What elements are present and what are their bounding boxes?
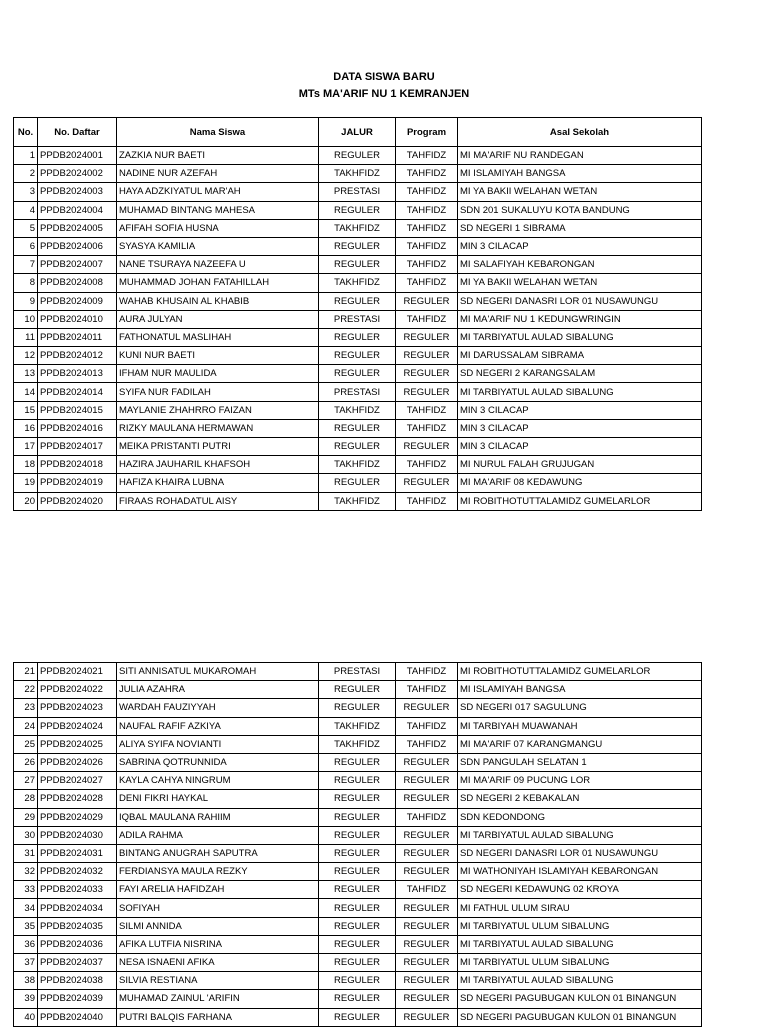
cell-no: 26 — [14, 753, 38, 771]
table-row — [14, 401, 702, 419]
cell-nama-siswa: MUHAMAD ZAINUL 'ARIFIN — [117, 990, 319, 1008]
cell-program: REGULER — [396, 990, 458, 1008]
cell-no-daftar: PPDB2024028 — [38, 790, 117, 808]
table-row — [14, 183, 702, 201]
table-row — [14, 899, 702, 917]
cell-no: 38 — [14, 972, 38, 990]
table-row — [14, 863, 702, 881]
cell-program: REGULER — [396, 383, 458, 401]
cell-nama-siswa: AURA JULYAN — [117, 310, 319, 328]
cell-nama-siswa: ZAZKIA NUR BAETI — [117, 147, 319, 165]
cell-no-daftar: PPDB2024018 — [38, 456, 117, 474]
cell-asal-sekolah: MI MA'ARIF 08 KEDAWUNG — [458, 474, 702, 492]
cell-asal-sekolah: MI TARBIYATUL AULAD SIBALUNG — [458, 328, 702, 346]
cell-nama-siswa: IFHAM NUR MAULIDA — [117, 365, 319, 383]
cell-nama-siswa: MUHAMAD BINTANG MAHESA — [117, 201, 319, 219]
cell-program: TAHFIDZ — [396, 735, 458, 753]
cell-program: REGULER — [396, 347, 458, 365]
cell-no-daftar: PPDB2024029 — [38, 808, 117, 826]
cell-jalur: REGULER — [319, 419, 396, 437]
cell-asal-sekolah: MIN 3 CILACAP — [458, 237, 702, 255]
cell-no-daftar: PPDB2024003 — [38, 183, 117, 201]
cell-jalur: REGULER — [319, 772, 396, 790]
cell-no-daftar: PPDB2024016 — [38, 419, 117, 437]
cell-asal-sekolah: MI MA'ARIF 07 KARANGMANGU — [458, 735, 702, 753]
cell-program: REGULER — [396, 699, 458, 717]
cell-nama-siswa: HAZIRA JAUHARIL KHAFSOH — [117, 456, 319, 474]
cell-program: REGULER — [396, 1008, 458, 1026]
cell-no: 1 — [14, 147, 38, 165]
cell-asal-sekolah: SD NEGERI 2 KEBAKALAN — [458, 790, 702, 808]
table-row — [14, 274, 702, 292]
table-row — [14, 699, 702, 717]
cell-nama-siswa: SYASYA KAMILIA — [117, 237, 319, 255]
cell-asal-sekolah: MI NURUL FALAH GRUJUGAN — [458, 456, 702, 474]
table-row — [14, 826, 702, 844]
cell-no: 13 — [14, 365, 38, 383]
cell-nama-siswa: MEIKA PRISTANTI PUTRI — [117, 438, 319, 456]
table-row — [14, 990, 702, 1008]
cell-no: 25 — [14, 735, 38, 753]
cell-no: 20 — [14, 492, 38, 510]
cell-no-daftar: PPDB2024036 — [38, 935, 117, 953]
cell-program: REGULER — [396, 438, 458, 456]
table-row — [14, 972, 702, 990]
cell-asal-sekolah: SD NEGERI PAGUBUGAN KULON 01 BINANGUN — [458, 1008, 702, 1026]
cell-no: 34 — [14, 899, 38, 917]
cell-asal-sekolah: MI ISLAMIYAH BANGSA — [458, 681, 702, 699]
cell-program: REGULER — [396, 972, 458, 990]
cell-nama-siswa: RIZKY MAULANA HERMAWAN — [117, 419, 319, 437]
cell-asal-sekolah: MIN 3 CILACAP — [458, 419, 702, 437]
cell-program: REGULER — [396, 917, 458, 935]
cell-program: TAHFIDZ — [396, 717, 458, 735]
cell-nama-siswa: NAUFAL RAFIF AZKIYA — [117, 717, 319, 735]
cell-nama-siswa: NESA ISNAENI AFIKA — [117, 954, 319, 972]
cell-no: 39 — [14, 990, 38, 1008]
cell-jalur: REGULER — [319, 474, 396, 492]
cell-nama-siswa: SYIFA NUR FADILAH — [117, 383, 319, 401]
cell-asal-sekolah: SD NEGERI KEDAWUNG 02 KROYA — [458, 881, 702, 899]
table-row — [14, 292, 702, 310]
cell-no-daftar: PPDB2024035 — [38, 917, 117, 935]
cell-jalur: REGULER — [319, 863, 396, 881]
table-row — [14, 954, 702, 972]
table-row — [14, 165, 702, 183]
cell-nama-siswa: WARDAH FAUZIYYAH — [117, 699, 319, 717]
cell-no-daftar: PPDB2024002 — [38, 165, 117, 183]
cell-asal-sekolah: SDN 201 SUKALUYU KOTA BANDUNG — [458, 201, 702, 219]
header-jalur: JALUR — [319, 118, 396, 147]
cell-no-daftar: PPDB2024039 — [38, 990, 117, 1008]
cell-nama-siswa: MAYLANIE ZHAHRRO FAIZAN — [117, 401, 319, 419]
cell-no: 6 — [14, 237, 38, 255]
cell-program: REGULER — [396, 826, 458, 844]
cell-jalur: PRESTASI — [319, 383, 396, 401]
cell-nama-siswa: AFIFAH SOFIA HUSNA — [117, 219, 319, 237]
cell-jalur: TAKHFIDZ — [319, 717, 396, 735]
cell-jalur: REGULER — [319, 292, 396, 310]
table-row — [14, 310, 702, 328]
cell-nama-siswa: DENI FIKRI HAYKAL — [117, 790, 319, 808]
cell-asal-sekolah: MI YA BAKII WELAHAN WETAN — [458, 183, 702, 201]
cell-jalur: REGULER — [319, 826, 396, 844]
cell-asal-sekolah: MI TARBIYATUL AULAD SIBALUNG — [458, 826, 702, 844]
cell-jalur: REGULER — [319, 438, 396, 456]
cell-jalur: REGULER — [319, 972, 396, 990]
cell-program: TAHFIDZ — [396, 681, 458, 699]
table-row — [14, 790, 702, 808]
cell-asal-sekolah: MI TARBIYATUL AULAD SIBALUNG — [458, 935, 702, 953]
cell-asal-sekolah: MI TARBIYAH MUAWANAH — [458, 717, 702, 735]
cell-program: TAHFIDZ — [396, 201, 458, 219]
cell-no-daftar: PPDB2024031 — [38, 844, 117, 862]
cell-program: REGULER — [396, 935, 458, 953]
cell-asal-sekolah: MI TARBIYATUL AULAD SIBALUNG — [458, 972, 702, 990]
table-row — [14, 147, 702, 165]
cell-no: 8 — [14, 274, 38, 292]
cell-no: 37 — [14, 954, 38, 972]
header-no: No. — [14, 118, 38, 147]
cell-nama-siswa: NADINE NUR AZEFAH — [117, 165, 319, 183]
cell-jalur: REGULER — [319, 808, 396, 826]
cell-asal-sekolah: MI ISLAMIYAH BANGSA — [458, 165, 702, 183]
cell-asal-sekolah: MIN 3 CILACAP — [458, 438, 702, 456]
cell-jalur: REGULER — [319, 881, 396, 899]
table-row — [14, 328, 702, 346]
table-row — [14, 735, 702, 753]
cell-no-daftar: PPDB2024011 — [38, 328, 117, 346]
table-row — [14, 808, 702, 826]
cell-no: 14 — [14, 383, 38, 401]
table-row — [14, 663, 702, 681]
cell-jalur: REGULER — [319, 844, 396, 862]
cell-no: 28 — [14, 790, 38, 808]
cell-program: TAHFIDZ — [396, 808, 458, 826]
cell-asal-sekolah: SD NEGERI PAGUBUGAN KULON 01 BINANGUN — [458, 990, 702, 1008]
cell-asal-sekolah: MI TARBIYATUL AULAD SIBALUNG — [458, 383, 702, 401]
table-row — [14, 881, 702, 899]
cell-jalur: REGULER — [319, 954, 396, 972]
cell-program: TAHFIDZ — [396, 401, 458, 419]
cell-program: REGULER — [396, 954, 458, 972]
cell-no: 5 — [14, 219, 38, 237]
cell-asal-sekolah: MI SALAFIYAH KEBARONGAN — [458, 256, 702, 274]
cell-program: REGULER — [396, 863, 458, 881]
header-asal-sekolah: Asal Sekolah — [458, 118, 702, 147]
table-row — [14, 681, 702, 699]
cell-no: 2 — [14, 165, 38, 183]
cell-jalur: REGULER — [319, 990, 396, 1008]
cell-nama-siswa: KUNI NUR BAETI — [117, 347, 319, 365]
cell-no-daftar: PPDB2024010 — [38, 310, 117, 328]
table-row — [14, 419, 702, 437]
cell-nama-siswa: FERDIANSYA MAULA REZKY — [117, 863, 319, 881]
cell-nama-siswa: SILMI ANNIDA — [117, 917, 319, 935]
table-row — [14, 347, 702, 365]
cell-no: 40 — [14, 1008, 38, 1026]
cell-asal-sekolah: MI MA'ARIF NU 1 KEDUNGWRINGIN — [458, 310, 702, 328]
table-row — [14, 383, 702, 401]
cell-no-daftar: PPDB2024021 — [38, 663, 117, 681]
cell-program: TAHFIDZ — [396, 663, 458, 681]
cell-no: 16 — [14, 419, 38, 437]
table-row — [14, 256, 702, 274]
cell-no: 31 — [14, 844, 38, 862]
cell-nama-siswa: SOFIYAH — [117, 899, 319, 917]
cell-nama-siswa: WAHAB KHUSAIN AL KHABIB — [117, 292, 319, 310]
cell-no: 27 — [14, 772, 38, 790]
cell-program: TAHFIDZ — [396, 147, 458, 165]
cell-no: 3 — [14, 183, 38, 201]
cell-asal-sekolah: MI MA'ARIF 09 PUCUNG LOR — [458, 772, 702, 790]
cell-no: 17 — [14, 438, 38, 456]
cell-program: REGULER — [396, 772, 458, 790]
cell-jalur: REGULER — [319, 899, 396, 917]
cell-no-daftar: PPDB2024017 — [38, 438, 117, 456]
cell-asal-sekolah: MI MA'ARIF NU RANDEGAN — [458, 147, 702, 165]
cell-jalur: REGULER — [319, 201, 396, 219]
cell-nama-siswa: KAYLA CAHYA NINGRUM — [117, 772, 319, 790]
cell-nama-siswa: IQBAL MAULANA RAHIIM — [117, 808, 319, 826]
cell-asal-sekolah: MI DARUSSALAM SIBRAMA — [458, 347, 702, 365]
cell-no-daftar: PPDB2024033 — [38, 881, 117, 899]
cell-no: 22 — [14, 681, 38, 699]
cell-jalur: REGULER — [319, 753, 396, 771]
table-row — [14, 438, 702, 456]
cell-jalur: REGULER — [319, 935, 396, 953]
cell-program: TAHFIDZ — [396, 219, 458, 237]
cell-jalur: REGULER — [319, 347, 396, 365]
cell-asal-sekolah: MI YA BAKII WELAHAN WETAN — [458, 274, 702, 292]
cell-nama-siswa: SITI ANNISATUL MUKAROMAH — [117, 663, 319, 681]
cell-jalur: TAKHFIDZ — [319, 165, 396, 183]
cell-no-daftar: PPDB2024009 — [38, 292, 117, 310]
cell-jalur: TAKHFIDZ — [319, 219, 396, 237]
cell-no-daftar: PPDB2024030 — [38, 826, 117, 844]
cell-program: REGULER — [396, 790, 458, 808]
table-row — [14, 474, 702, 492]
cell-jalur: REGULER — [319, 1008, 396, 1026]
cell-no-daftar: PPDB2024034 — [38, 899, 117, 917]
cell-no-daftar: PPDB2024027 — [38, 772, 117, 790]
cell-jalur: REGULER — [319, 699, 396, 717]
cell-nama-siswa: SABRINA QOTRUNNIDA — [117, 753, 319, 771]
table-row — [14, 917, 702, 935]
cell-no-daftar: PPDB2024040 — [38, 1008, 117, 1026]
table-row — [14, 201, 702, 219]
student-table-page1 — [13, 117, 702, 511]
cell-no-daftar: PPDB2024020 — [38, 492, 117, 510]
table-header-row — [14, 118, 702, 147]
cell-program: TAHFIDZ — [396, 310, 458, 328]
cell-no-daftar: PPDB2024013 — [38, 365, 117, 383]
cell-no: 29 — [14, 808, 38, 826]
cell-nama-siswa: HAFIZA KHAIRA LUBNA — [117, 474, 319, 492]
cell-program: REGULER — [396, 292, 458, 310]
cell-no-daftar: PPDB2024006 — [38, 237, 117, 255]
cell-program: TAHFIDZ — [396, 456, 458, 474]
cell-no: 4 — [14, 201, 38, 219]
cell-no: 30 — [14, 826, 38, 844]
cell-asal-sekolah: MI TARBIYATUL ULUM SIBALUNG — [458, 954, 702, 972]
cell-jalur: REGULER — [319, 365, 396, 383]
cell-jalur: REGULER — [319, 790, 396, 808]
cell-program: TAHFIDZ — [396, 419, 458, 437]
cell-nama-siswa: FATHONATUL MASLIHAH — [117, 328, 319, 346]
cell-jalur: REGULER — [319, 256, 396, 274]
cell-jalur: PRESTASI — [319, 183, 396, 201]
cell-no: 36 — [14, 935, 38, 953]
cell-no: 35 — [14, 917, 38, 935]
table-row — [14, 219, 702, 237]
header-nama-siswa: Nama Siswa — [117, 118, 319, 147]
cell-nama-siswa: FAYI ARELIA HAFIDZAH — [117, 881, 319, 899]
cell-jalur: REGULER — [319, 147, 396, 165]
cell-no-daftar: PPDB2024012 — [38, 347, 117, 365]
cell-no-daftar: PPDB2024001 — [38, 147, 117, 165]
cell-nama-siswa: ADILA RAHMA — [117, 826, 319, 844]
cell-jalur: REGULER — [319, 237, 396, 255]
cell-no: 7 — [14, 256, 38, 274]
cell-jalur: TAKHFIDZ — [319, 456, 396, 474]
cell-asal-sekolah: MI ROBITHOTUTTALAMIDZ GUMELARLOR — [458, 492, 702, 510]
cell-no-daftar: PPDB2024004 — [38, 201, 117, 219]
cell-program: TAHFIDZ — [396, 274, 458, 292]
cell-no-daftar: PPDB2024015 — [38, 401, 117, 419]
table-row — [14, 492, 702, 510]
cell-nama-siswa: FIRAAS ROHADATUL AISY — [117, 492, 319, 510]
cell-asal-sekolah: SD NEGERI 2 KARANGSALAM — [458, 365, 702, 383]
cell-asal-sekolah: MI TARBIYATUL ULUM SIBALUNG — [458, 917, 702, 935]
table-row — [14, 753, 702, 771]
cell-no-daftar: PPDB2024026 — [38, 753, 117, 771]
cell-no: 18 — [14, 456, 38, 474]
cell-no: 19 — [14, 474, 38, 492]
cell-no-daftar: PPDB2024038 — [38, 972, 117, 990]
table-row — [14, 365, 702, 383]
document-title: DATA SISWA BARU — [333, 71, 435, 83]
table-row — [14, 456, 702, 474]
table-row — [14, 844, 702, 862]
cell-program: REGULER — [396, 365, 458, 383]
cell-program: TAHFIDZ — [396, 237, 458, 255]
cell-asal-sekolah: MIN 3 CILACAP — [458, 401, 702, 419]
student-table-page2 — [13, 662, 702, 1027]
cell-no-daftar: PPDB2024024 — [38, 717, 117, 735]
cell-program: REGULER — [396, 474, 458, 492]
cell-jalur: TAKHFIDZ — [319, 401, 396, 419]
cell-no-daftar: PPDB2024032 — [38, 863, 117, 881]
cell-nama-siswa: NANE TSURAYA NAZEEFA U — [117, 256, 319, 274]
cell-jalur: TAKHFIDZ — [319, 274, 396, 292]
cell-no: 9 — [14, 292, 38, 310]
cell-program: TAHFIDZ — [396, 256, 458, 274]
cell-no-daftar: PPDB2024023 — [38, 699, 117, 717]
cell-nama-siswa: AFIKA LUTFIA NISRINA — [117, 935, 319, 953]
cell-asal-sekolah: SD NEGERI 017 SAGULUNG — [458, 699, 702, 717]
cell-no: 33 — [14, 881, 38, 899]
school-name: MTs MA'ARIF NU 1 KEMRANJEN — [298, 88, 470, 100]
cell-no-daftar: PPDB2024037 — [38, 954, 117, 972]
cell-no: 10 — [14, 310, 38, 328]
cell-program: TAHFIDZ — [396, 492, 458, 510]
cell-jalur: TAKHFIDZ — [319, 492, 396, 510]
table-row — [14, 717, 702, 735]
cell-asal-sekolah: MI WATHONIYAH ISLAMIYAH KEBARONGAN — [458, 863, 702, 881]
cell-asal-sekolah: MI ROBITHOTUTTALAMIDZ GUMELARLOR — [458, 663, 702, 681]
cell-asal-sekolah: MI FATHUL ULUM SIRAU — [458, 899, 702, 917]
cell-no: 12 — [14, 347, 38, 365]
cell-no: 21 — [14, 663, 38, 681]
cell-program: TAHFIDZ — [396, 881, 458, 899]
cell-program: TAHFIDZ — [396, 165, 458, 183]
table-row — [14, 935, 702, 953]
header-no-daftar: No. Daftar — [38, 118, 117, 147]
cell-no: 11 — [14, 328, 38, 346]
cell-jalur: REGULER — [319, 681, 396, 699]
cell-asal-sekolah: SD NEGERI 1 SIBRAMA — [458, 219, 702, 237]
cell-nama-siswa: JULIA AZAHRA — [117, 681, 319, 699]
cell-program: REGULER — [396, 844, 458, 862]
cell-no: 32 — [14, 863, 38, 881]
cell-no-daftar: PPDB2024025 — [38, 735, 117, 753]
cell-asal-sekolah: SD NEGERI DANASRI LOR 01 NUSAWUNGU — [458, 844, 702, 862]
cell-program: TAHFIDZ — [396, 183, 458, 201]
cell-asal-sekolah: SDN PANGULAH SELATAN 1 — [458, 753, 702, 771]
cell-nama-siswa: ALIYA SYIFA NOVIANTI — [117, 735, 319, 753]
cell-program: REGULER — [396, 899, 458, 917]
cell-nama-siswa: BINTANG ANUGRAH SAPUTRA — [117, 844, 319, 862]
cell-jalur: PRESTASI — [319, 663, 396, 681]
cell-jalur: REGULER — [319, 917, 396, 935]
cell-no-daftar: PPDB2024022 — [38, 681, 117, 699]
cell-no-daftar: PPDB2024019 — [38, 474, 117, 492]
cell-program: REGULER — [396, 753, 458, 771]
cell-no: 15 — [14, 401, 38, 419]
cell-asal-sekolah: SD NEGERI DANASRI LOR 01 NUSAWUNGU — [458, 292, 702, 310]
cell-no: 23 — [14, 699, 38, 717]
cell-asal-sekolah: SDN KEDONDONG — [458, 808, 702, 826]
cell-jalur: PRESTASI — [319, 310, 396, 328]
table-row — [14, 772, 702, 790]
cell-nama-siswa: HAYA ADZKIYATUL MAR'AH — [117, 183, 319, 201]
cell-no-daftar: PPDB2024005 — [38, 219, 117, 237]
cell-jalur: TAKHFIDZ — [319, 735, 396, 753]
cell-no-daftar: PPDB2024014 — [38, 383, 117, 401]
cell-program: REGULER — [396, 328, 458, 346]
cell-nama-siswa: SILVIA RESTIANA — [117, 972, 319, 990]
cell-jalur: REGULER — [319, 328, 396, 346]
cell-nama-siswa: PUTRI BALQIS FARHANA — [117, 1008, 319, 1026]
header-program: Program — [396, 118, 458, 147]
cell-no-daftar: PPDB2024008 — [38, 274, 117, 292]
cell-no: 24 — [14, 717, 38, 735]
table-row — [14, 237, 702, 255]
cell-nama-siswa: MUHAMMAD JOHAN FATAHILLAH — [117, 274, 319, 292]
cell-no-daftar: PPDB2024007 — [38, 256, 117, 274]
